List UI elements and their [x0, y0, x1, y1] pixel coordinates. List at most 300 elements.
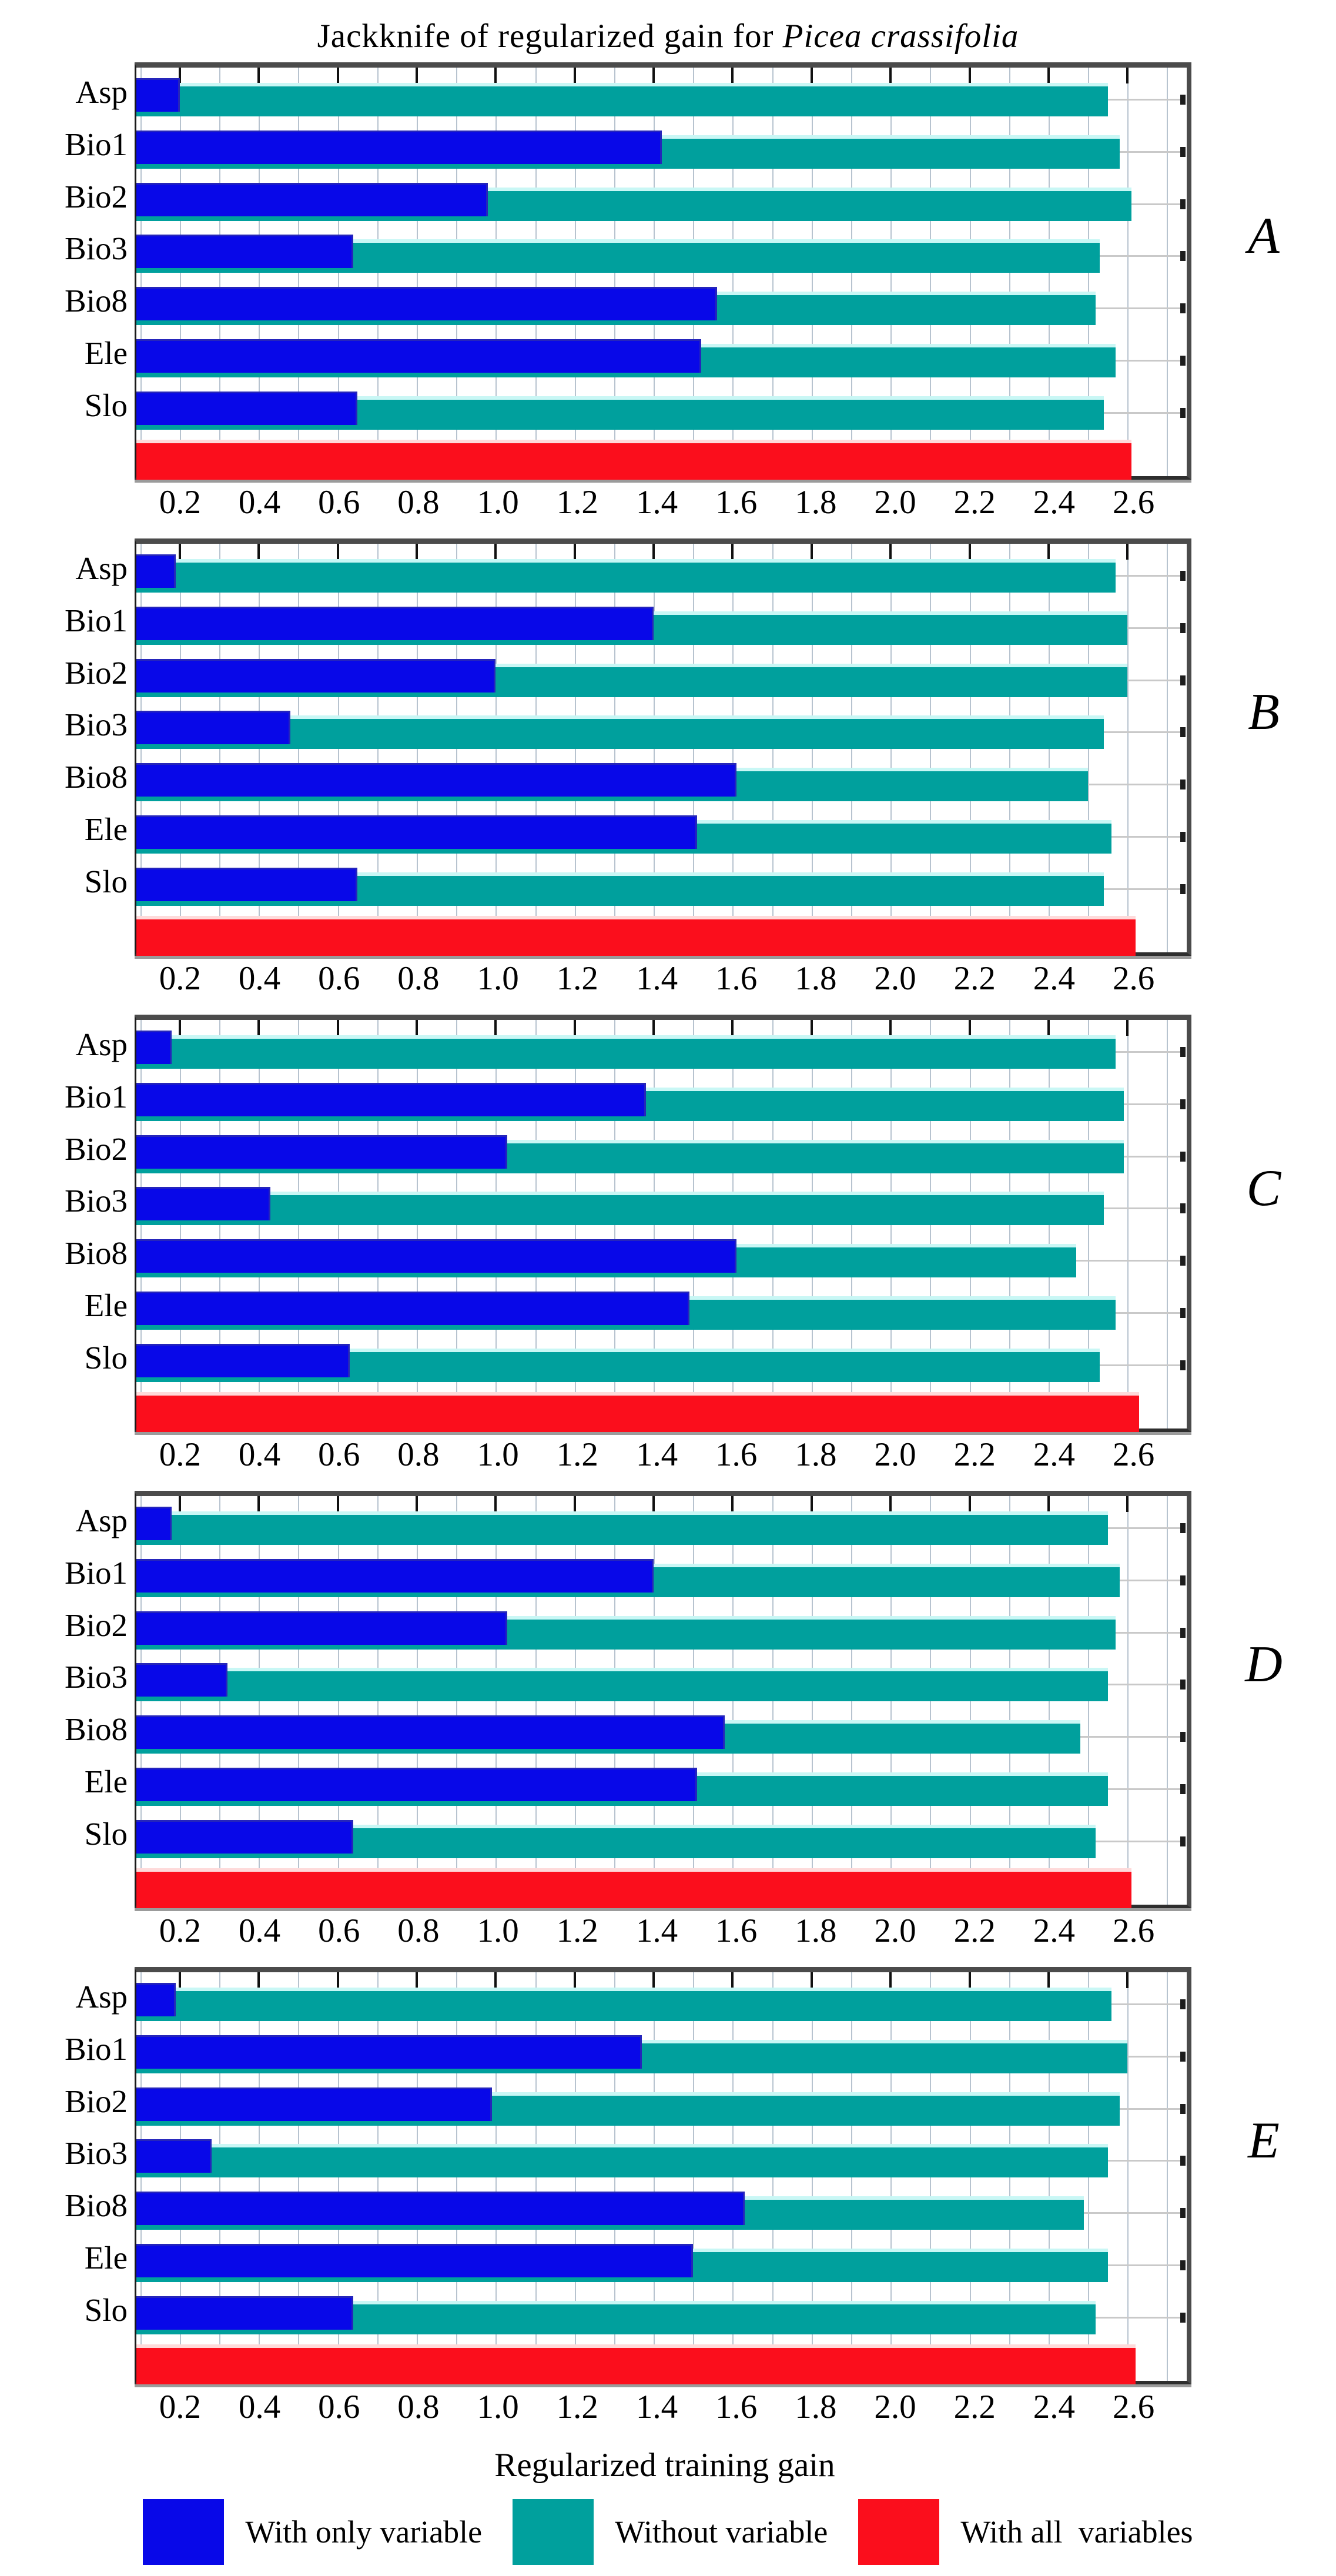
- whisker-endpoint: [1180, 251, 1186, 261]
- whisker-endpoint: [1180, 1256, 1186, 1266]
- axis-tick-top: [652, 1496, 655, 1512]
- axis-tick-top: [416, 68, 418, 83]
- y-label-bio1: Bio1: [65, 1554, 128, 1591]
- x-tick-label: 2.6: [1112, 1436, 1155, 1473]
- y-label-bio8: Bio8: [65, 283, 128, 319]
- x-tick-label: 2.0: [874, 2388, 916, 2426]
- gridline: [1127, 68, 1129, 476]
- x-tick-label: 1.4: [635, 1912, 678, 1949]
- panel-letter-E: E: [1248, 2112, 1280, 2169]
- y-label-bio8: Bio8: [65, 1235, 128, 1271]
- whisker-endpoint: [1180, 408, 1186, 418]
- axis-tick-top: [652, 68, 655, 83]
- axis-tick-top: [1047, 68, 1050, 83]
- axis-tick-top: [494, 1020, 497, 1036]
- y-label-bio8: Bio8: [65, 2187, 128, 2223]
- legend-swatch-1: [513, 2499, 594, 2565]
- y-label-bio1: Bio1: [65, 126, 128, 162]
- axis-tick-top: [731, 68, 734, 83]
- x-tick-labels: [136, 480, 1193, 523]
- axis-tick-top: [179, 544, 181, 560]
- x-tick-label: 2.4: [1033, 1912, 1076, 1949]
- gridline: [1167, 68, 1168, 476]
- axis-tick-top: [969, 1020, 971, 1036]
- x-tick-label: 2.6: [1112, 2388, 1155, 2426]
- plot-area: [135, 62, 1191, 480]
- x-tick-label: 2.2: [953, 1912, 996, 1949]
- x-tick-label: 1.8: [795, 2388, 837, 2426]
- whisker-endpoint: [1180, 832, 1186, 842]
- gridline: [1167, 1496, 1168, 1905]
- axis-tick-top: [1126, 1972, 1129, 1988]
- y-label-bio8: Bio8: [65, 759, 128, 795]
- whisker-slo: [1104, 412, 1186, 414]
- whisker-bio8: [1096, 307, 1186, 309]
- axis-tick-top: [969, 68, 971, 83]
- whisker-slo: [1096, 2317, 1186, 2319]
- x-tick-label: 1.4: [635, 1436, 678, 1473]
- whisker-bio2: [1131, 203, 1186, 205]
- x-tick-label: 2.2: [953, 960, 996, 997]
- plot-area: [135, 1015, 1191, 1432]
- whisker-endpoint: [1180, 95, 1186, 105]
- axis-tick-top: [652, 544, 655, 560]
- x-tick-label: 0.4: [238, 960, 281, 997]
- axis-tick-top: [257, 1972, 260, 1988]
- whisker-bio1: [1120, 151, 1186, 153]
- x-tick-label: 2.4: [1033, 960, 1076, 997]
- y-label-asp: Asp: [75, 1026, 128, 1062]
- whisker-ele: [1111, 836, 1186, 838]
- bar-with-only-variable-bio8: [136, 763, 736, 797]
- whisker-endpoint: [1180, 675, 1186, 685]
- legend-label-1: Without variable: [615, 2514, 828, 2550]
- axis-tick-top: [574, 68, 576, 83]
- axis-tick-top: [811, 1496, 813, 1512]
- axis-tick-top: [652, 1020, 655, 1036]
- figure-title: [0, 11, 1336, 62]
- axis-tick-top: [811, 1020, 813, 1036]
- x-tick-label: 0.4: [238, 1912, 281, 1949]
- legend-item-1: [513, 2499, 828, 2565]
- axis-tick-top: [811, 68, 813, 83]
- bar-with-only-variable-bio1: [136, 131, 662, 164]
- axis-tick-top: [494, 68, 497, 83]
- x-tick-label: 0.6: [318, 484, 360, 521]
- y-label-bio2: Bio2: [65, 1607, 128, 1643]
- y-label-bio2: Bio2: [65, 2083, 128, 2119]
- y-label-bio1: Bio1: [65, 2030, 128, 2067]
- axis-tick-top: [257, 1020, 260, 1036]
- bar-with-only-variable-bio2: [136, 659, 495, 692]
- gridline: [1127, 1972, 1129, 2381]
- axis-tick-top: [494, 544, 497, 560]
- x-tick-label: 2.2: [953, 1436, 996, 1473]
- x-tick-label: 1.4: [635, 2388, 678, 2426]
- bar-with-only-variable-ele: [136, 2244, 693, 2277]
- y-axis-labels: [0, 1967, 135, 2384]
- bar-with-only-variable-asp: [136, 78, 180, 112]
- bar-with-only-variable-bio8: [136, 2192, 745, 2225]
- axis-tick-top: [889, 68, 892, 83]
- x-tick-label: 0.4: [238, 484, 281, 521]
- y-label-ele: Ele: [84, 1763, 128, 1799]
- whisker-asp: [1116, 1051, 1186, 1053]
- panel-letter-D: D: [1245, 1635, 1283, 1693]
- whisker-bio3: [1108, 1684, 1186, 1685]
- whisker-endpoint: [1180, 2260, 1186, 2270]
- whisker-endpoint: [1180, 1360, 1186, 1370]
- x-tick-label: 0.8: [397, 1912, 440, 1949]
- bar-with-all-variables: [136, 2344, 1136, 2384]
- legend-swatch-2: [858, 2499, 939, 2565]
- whisker-bio3: [1100, 255, 1186, 257]
- whisker-bio1: [1124, 1103, 1186, 1105]
- x-tick-labels: [136, 1908, 1193, 1952]
- bar-without-variable-asp: [136, 1511, 1108, 1545]
- whisker-bio8: [1088, 784, 1186, 785]
- bar-without-variable-asp: [136, 83, 1108, 116]
- y-label-bio1: Bio1: [65, 1078, 128, 1115]
- axis-tick-top: [494, 1496, 497, 1512]
- panel: [0, 1491, 1336, 1952]
- x-tick-label: 0.8: [397, 2388, 440, 2426]
- whisker-bio8: [1076, 1260, 1186, 1262]
- axis-tick-top: [811, 1972, 813, 1988]
- x-tick-label: 1.6: [715, 1436, 758, 1473]
- axis-tick-top: [1047, 1972, 1050, 1988]
- y-axis-labels: [0, 1015, 135, 1432]
- axis-tick-top: [257, 1496, 260, 1512]
- axis-tick-top: [1126, 1496, 1129, 1512]
- whisker-endpoint: [1180, 356, 1186, 366]
- x-tick-label: 0.8: [397, 960, 440, 997]
- figure-title-text: Jackknife of regularized gain for: [317, 18, 783, 55]
- panel: [0, 1967, 1336, 2428]
- x-tick-label: 1.6: [715, 1912, 758, 1949]
- whisker-endpoint: [1180, 2052, 1186, 2062]
- y-label-bio3: Bio3: [65, 707, 128, 743]
- whisker-endpoint: [1180, 1784, 1186, 1794]
- bar-with-only-variable-slo: [136, 868, 357, 901]
- x-tick-label: 0.2: [159, 1912, 201, 1949]
- legend: [0, 2488, 1336, 2576]
- plot-area: [135, 1491, 1191, 1908]
- whisker-endpoint: [1180, 727, 1186, 737]
- x-tick-label: 2.4: [1033, 484, 1076, 521]
- whisker-endpoint: [1180, 623, 1186, 633]
- legend-item-2: [858, 2499, 1193, 2565]
- x-tick-label: 1.6: [715, 2388, 758, 2426]
- bar-with-only-variable-bio3: [136, 711, 290, 744]
- y-label-bio3: Bio3: [65, 230, 128, 267]
- axis-tick-top: [1126, 544, 1129, 560]
- y-label-bio2: Bio2: [65, 178, 128, 215]
- whisker-bio8: [1080, 1736, 1186, 1738]
- x-tick-label: 2.0: [874, 1436, 916, 1473]
- x-tick-label: 1.0: [477, 2388, 519, 2426]
- x-tick-label: 2.0: [874, 484, 916, 521]
- x-tick-label: 1.0: [477, 960, 519, 997]
- gridline: [1127, 1496, 1129, 1905]
- bar-with-only-variable-ele: [136, 1768, 697, 1801]
- whisker-endpoint: [1180, 571, 1186, 581]
- bar-with-only-variable-bio3: [136, 1663, 227, 1697]
- panel: [0, 62, 1336, 523]
- axis-tick-top: [889, 1496, 892, 1512]
- x-tick-label: 0.4: [238, 1436, 281, 1473]
- axis-tick-top: [889, 1020, 892, 1036]
- whisker-endpoint: [1180, 2156, 1186, 2166]
- axis-tick-top: [1126, 1020, 1129, 1036]
- y-label-slo: Slo: [84, 863, 128, 899]
- bar-with-only-variable-slo: [136, 392, 357, 425]
- axis-tick-top: [1047, 544, 1050, 560]
- y-label-bio3: Bio3: [65, 2135, 128, 2172]
- y-axis-labels: [0, 1491, 135, 1908]
- whisker-bio2: [1120, 2108, 1186, 2110]
- y-label-asp: Asp: [75, 1503, 128, 1538]
- axis-tick-top: [574, 1020, 576, 1036]
- axis-tick-top: [337, 544, 339, 560]
- x-tick-label: 0.8: [397, 484, 440, 521]
- bar-with-only-variable-slo: [136, 1344, 350, 1377]
- y-label-asp: Asp: [75, 1979, 128, 2015]
- whisker-endpoint: [1180, 1047, 1186, 1057]
- y-label-ele: Ele: [84, 334, 128, 371]
- x-tick-label: 0.6: [318, 1436, 360, 1473]
- x-tick-label: 0.2: [159, 1436, 201, 1473]
- axis-tick-top: [811, 544, 813, 560]
- whisker-bio3: [1108, 2160, 1186, 2162]
- whisker-ele: [1108, 1788, 1186, 1790]
- whisker-asp: [1111, 2003, 1186, 2005]
- whisker-endpoint: [1180, 1628, 1186, 1638]
- axis-tick-top: [179, 1972, 181, 1988]
- whisker-endpoint: [1180, 1732, 1186, 1742]
- y-axis-labels: [0, 62, 135, 480]
- bar-with-only-variable-bio2: [136, 1611, 507, 1645]
- x-tick-label: 2.6: [1112, 484, 1155, 521]
- x-tick-label: 2.2: [953, 2388, 996, 2426]
- whisker-endpoint: [1180, 884, 1186, 894]
- bar-with-all-variables: [136, 916, 1136, 956]
- gridline: [1167, 1972, 1168, 2381]
- axis-tick-top: [416, 1496, 418, 1512]
- axis-tick-top: [179, 1496, 181, 1512]
- y-label-ele: Ele: [84, 2239, 128, 2276]
- bar-with-only-variable-slo: [136, 1820, 353, 1854]
- whisker-bio2: [1127, 680, 1186, 681]
- x-tick-label: 0.8: [397, 1436, 440, 1473]
- x-tick-label: 0.2: [159, 484, 201, 521]
- x-tick-label: 0.2: [159, 960, 201, 997]
- x-tick-labels: [136, 2384, 1193, 2428]
- y-label-ele: Ele: [84, 1287, 128, 1323]
- whisker-slo: [1100, 1364, 1186, 1366]
- panel-letter-B: B: [1248, 683, 1280, 741]
- axis-tick-top: [416, 1972, 418, 1988]
- axis-tick-top: [969, 1496, 971, 1512]
- axis-tick-top: [337, 1020, 339, 1036]
- bar-with-all-variables: [136, 440, 1131, 480]
- x-tick-label: 2.6: [1112, 1912, 1155, 1949]
- bar-with-only-variable-bio3: [136, 235, 353, 268]
- panel-letter-A: A: [1248, 207, 1280, 265]
- bar-with-only-variable-bio2: [136, 2087, 492, 2121]
- bar-with-only-variable-bio1: [136, 1083, 646, 1116]
- y-axis-labels: [0, 538, 135, 956]
- x-tick-label: 1.8: [795, 1436, 837, 1473]
- y-label-bio3: Bio3: [65, 1659, 128, 1695]
- whisker-bio1: [1127, 627, 1186, 629]
- bar-with-only-variable-asp: [136, 1031, 172, 1064]
- axis-tick-top: [969, 1972, 971, 1988]
- x-tick-label: 2.0: [874, 960, 916, 997]
- x-tick-label: 0.2: [159, 2388, 201, 2426]
- bar-with-only-variable-bio3: [136, 2139, 212, 2173]
- y-label-slo: Slo: [84, 2291, 128, 2328]
- x-tick-labels: [136, 956, 1193, 999]
- whisker-slo: [1104, 888, 1186, 890]
- bar-without-variable-asp: [136, 1035, 1116, 1069]
- axis-tick-top: [337, 1496, 339, 1512]
- bar-with-only-variable-asp: [136, 1983, 176, 2016]
- axis-tick-top: [1047, 1496, 1050, 1512]
- gridline: [1127, 1020, 1129, 1428]
- x-tick-label: 1.2: [556, 484, 598, 521]
- y-label-bio1: Bio1: [65, 602, 128, 638]
- panels-container: [0, 62, 1336, 2428]
- axis-tick-top: [889, 544, 892, 560]
- whisker-asp: [1116, 575, 1186, 577]
- whisker-bio3: [1104, 1207, 1186, 1209]
- x-tick-label: 1.0: [477, 484, 519, 521]
- whisker-ele: [1108, 2264, 1186, 2266]
- x-tick-label: 1.0: [477, 1912, 519, 1949]
- whisker-bio1: [1120, 1580, 1186, 1581]
- bar-without-variable-bio3: [136, 1192, 1104, 1225]
- bar-with-only-variable-asp: [136, 1507, 172, 1540]
- whisker-endpoint: [1180, 780, 1186, 789]
- x-axis-title: Regularized training gain: [494, 2447, 835, 2484]
- y-label-bio8: Bio8: [65, 1711, 128, 1747]
- y-label-slo: Slo: [84, 1815, 128, 1852]
- whisker-bio2: [1116, 1632, 1186, 1634]
- x-tick-label: 0.6: [318, 1912, 360, 1949]
- whisker-endpoint: [1180, 2313, 1186, 2323]
- x-tick-label: 0.6: [318, 960, 360, 997]
- axis-tick-top: [889, 1972, 892, 1988]
- bar-without-variable-asp: [136, 559, 1116, 593]
- whisker-asp: [1108, 1527, 1186, 1529]
- legend-item-0: [143, 2499, 482, 2565]
- x-tick-label: 1.8: [795, 1912, 837, 1949]
- axis-tick-top: [494, 1972, 497, 1988]
- axis-tick-top: [1047, 1020, 1050, 1036]
- panel: [0, 538, 1336, 999]
- whisker-bio3: [1104, 731, 1186, 733]
- x-tick-label: 1.0: [477, 1436, 519, 1473]
- x-tick-label: 1.2: [556, 960, 598, 997]
- axis-tick-top: [1126, 68, 1129, 83]
- plot-area: [135, 538, 1191, 956]
- x-tick-label: 1.8: [795, 960, 837, 997]
- axis-tick-top: [337, 68, 339, 83]
- y-label-asp: Asp: [75, 74, 128, 110]
- bar-with-only-variable-bio1: [136, 2035, 642, 2069]
- whisker-bio2: [1124, 1156, 1186, 1157]
- bar-with-only-variable-bio8: [136, 287, 717, 320]
- x-tick-label: 1.2: [556, 1436, 598, 1473]
- y-label-slo: Slo: [84, 387, 128, 423]
- whisker-endpoint: [1180, 147, 1186, 157]
- y-label-asp: Asp: [75, 550, 128, 586]
- bar-with-only-variable-bio2: [136, 1135, 507, 1169]
- bar-with-only-variable-bio2: [136, 183, 488, 216]
- x-tick-label: 0.4: [238, 2388, 281, 2426]
- x-tick-labels: [136, 1432, 1193, 1476]
- axis-tick-top: [652, 1972, 655, 1988]
- x-tick-label: 1.2: [556, 1912, 598, 1949]
- y-label-bio2: Bio2: [65, 1130, 128, 1167]
- bar-with-all-variables: [136, 1868, 1131, 1908]
- whisker-slo: [1096, 1841, 1186, 1842]
- gridline: [1167, 1020, 1168, 1428]
- whisker-asp: [1108, 99, 1186, 101]
- axis-tick-top: [574, 1496, 576, 1512]
- whisker-ele: [1116, 1312, 1186, 1314]
- bar-without-variable-bio3: [136, 1668, 1108, 1701]
- x-tick-label: 2.2: [953, 484, 996, 521]
- whisker-endpoint: [1180, 1203, 1186, 1213]
- whisker-endpoint: [1180, 2104, 1186, 2114]
- whisker-endpoint: [1180, 1999, 1186, 2009]
- axis-tick-top: [969, 544, 971, 560]
- axis-tick-top: [574, 1972, 576, 1988]
- whisker-endpoint: [1180, 1152, 1186, 1162]
- bar-without-variable-asp: [136, 1988, 1111, 2021]
- x-tick-label: 1.4: [635, 960, 678, 997]
- whisker-endpoint: [1180, 1836, 1186, 1846]
- axis-tick-top: [416, 1020, 418, 1036]
- x-tick-label: 2.0: [874, 1912, 916, 1949]
- x-tick-label: 1.6: [715, 484, 758, 521]
- whisker-endpoint: [1180, 1523, 1186, 1533]
- plot-area: [135, 1967, 1191, 2384]
- legend-label-0: With only variable: [245, 2514, 483, 2550]
- x-tick-label: 1.2: [556, 2388, 598, 2426]
- gridline: [1167, 544, 1168, 952]
- bar-with-only-variable-ele: [136, 815, 697, 849]
- x-tick-label: 0.6: [318, 2388, 360, 2426]
- panel: [0, 1015, 1336, 1476]
- whisker-endpoint: [1180, 1308, 1186, 1318]
- y-label-slo: Slo: [84, 1339, 128, 1376]
- x-tick-label: 2.4: [1033, 1436, 1076, 1473]
- bar-with-only-variable-bio1: [136, 1559, 654, 1593]
- whisker-endpoint: [1180, 1680, 1186, 1690]
- axis-tick-top: [731, 1496, 734, 1512]
- bar-with-only-variable-ele: [136, 1292, 689, 1325]
- bar-with-only-variable-ele: [136, 339, 701, 373]
- x-tick-label: 1.8: [795, 484, 837, 521]
- y-label-ele: Ele: [84, 811, 128, 847]
- axis-tick-top: [337, 1972, 339, 1988]
- bar-with-only-variable-bio8: [136, 1239, 736, 1273]
- axis-tick-top: [416, 544, 418, 560]
- whisker-ele: [1116, 360, 1186, 362]
